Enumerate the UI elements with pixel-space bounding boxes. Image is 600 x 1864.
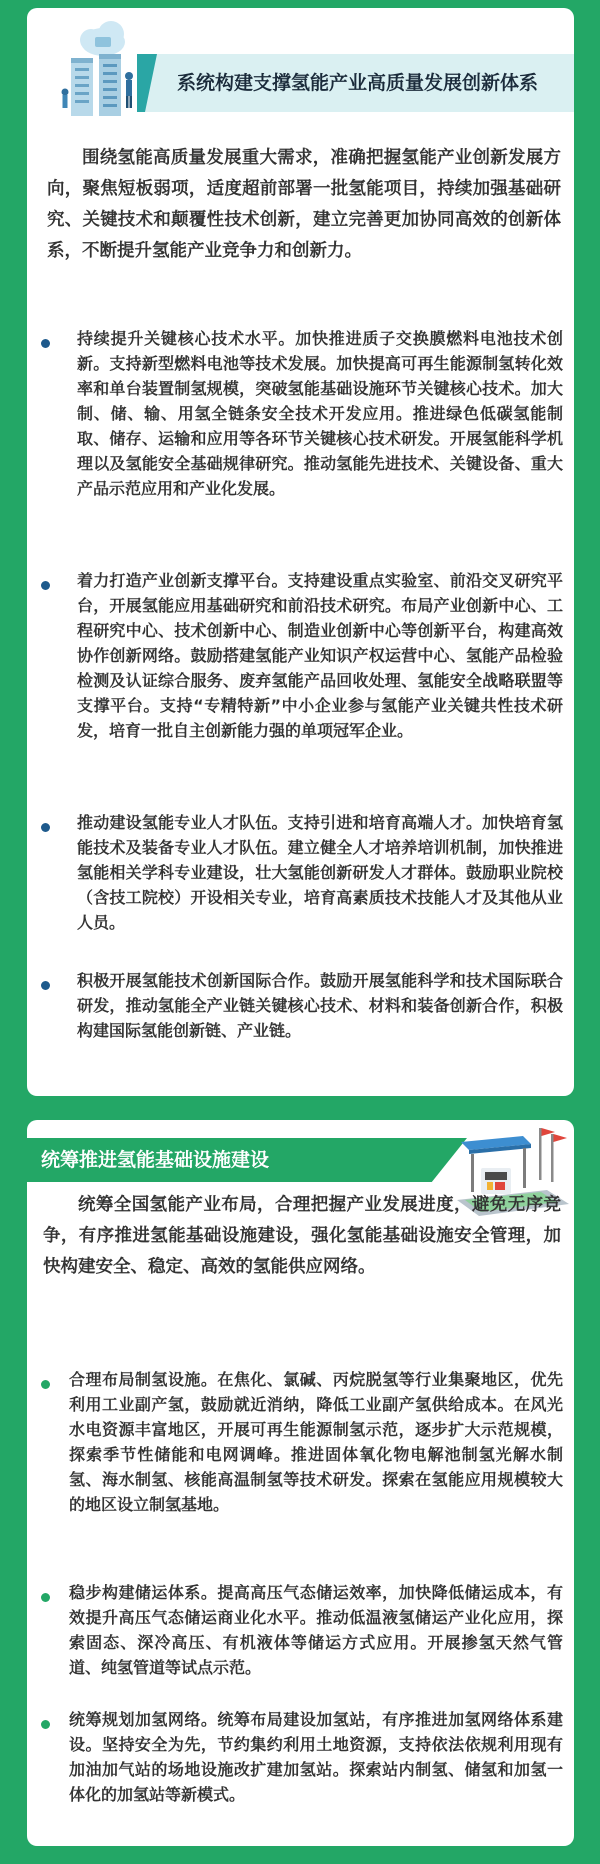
bullet-dot-icon <box>41 1720 50 1729</box>
section1-item-3: 推动建设氢能专业人才队伍。支持引进和培育高端人才。加快培育氢能技术及装备专业人才队伍。建立健全人才培养培训机制，加快推进氢能相关学科专业建设，壮大氢能创新研发人才群体。鼓励职业院校（含技工院校）开设相关专业，培育高素质技术技能人才及其他从业人员。 <box>77 813 563 932</box>
innovation-system-card <box>27 8 574 1096</box>
cloud-server-illustration-icon <box>55 14 155 124</box>
bullet-dot-icon <box>41 1593 50 1602</box>
bullet-dot-icon <box>41 823 50 832</box>
infrastructure-card <box>27 1120 574 1846</box>
section2-item-1: 合理布局制氢设施。在焦化、氯碱、丙烷脱氢等行业集聚地区，优先利用工业副产氢，鼓励就近消纳，降低工业副产氢供给成本。在风光水电资源丰富地区，开展可再生能源制氢示范，逐步扩大示范规模，探索季节性储能和电网调峰。推进固体氧化物电解池制氢光解水制氢、海水制氢、核能高温制氢等技术研发。探索在氢能应用规模较大的地区设立制氢基地。 <box>69 1370 563 1514</box>
bullet-dot-icon <box>41 581 50 590</box>
bullet-dot-icon <box>41 1380 50 1389</box>
section2-item-3: 统筹规划加氢网络。统筹布局建设加氢站，有序推进加氢网络体系建设。坚持安全为先，节约集约利用土地资源，支持依法依规利用现有加油加气站的场地设施改扩建加氢站。探索站内制氢、储氢和加氢一体化的加氢站等新模式。 <box>69 1710 563 1804</box>
section1-item-2: 着力打造产业创新支撑平台。支持建设重点实验室、前沿交叉研究平台，开展氢能应用基础研究和前沿技术研究。布局产业创新中心、工程研究中心、技术创新中心、制造业创新中心等创新平台，构建高效协作创新网络。鼓励搭建氢能产业知识产权运营中心、氢能产品检验检测及认证综合服务、废弃氢能产品回收处理、氢能安全战略联盟等支撑平台。支持“专精特新”中小企业参与氢能产业关键共性技术研发，培育一批自主创新能力强的单项冠军企业。 <box>77 571 563 740</box>
section1-item-4: 积极开展氢能技术创新国际合作。鼓励开展氢能科学和技术国际联合研发，推动氢能全产业链关键核心技术、材料和装备创新合作，积极构建国际氢能创新链、产业链。 <box>77 971 563 1040</box>
bullet-dot-icon <box>41 981 50 990</box>
section1-intro: 围绕氢能高质量发展重大需求，准确把握氢能产业创新发展方向，聚焦短板弱项，适度超前部署一批氢能项目，持续加强基础研究、关键技术和颠覆性技术创新，建立完善更加协同高效的创新体系，不断提升氢能产业竞争力和创新力。 <box>47 148 561 261</box>
section1-item-1: 持续提升关键核心技术水平。加快推进质子交换膜燃料电池技术创新。支持新型燃料电池等技术发展。加快提高可再生能源制氢转化效率和单台装置制氢规模，突破氢能基础设施环节关键核心技术。加大制、储、输、用氢全链条安全技术开发应用。推进绿色低碳氢能制取、储存、运输和应用等各环节关键核心技术研发。开展氢能科学机理以及氢能安全基础规律研究。推动氢能先进技术、关键设备、重大产品示范应用和产业化发展。 <box>77 329 563 498</box>
section2-title: 统筹推进氢能基础设施建设 <box>41 1149 270 1171</box>
section2-item-2: 稳步构建储运体系。提高高压气态储运效率，加快降低储运成本，有效提升高压气态储运商业化水平。推动低温液氢储运产业化应用，探索固态、深冷高压、有机液体等储运方式应用。开展掺氢天然气管道、纯氢管道等试点示范。 <box>69 1583 563 1677</box>
bullet-dot-icon <box>41 339 50 348</box>
section1-title: 系统构建支撑氢能产业高质量发展创新体系 <box>177 72 539 94</box>
section2-intro: 统筹全国氢能产业布局，合理把握产业发展进度，避免无序竞争，有序推进氢能基础设施建设，强化氢能基础设施安全管理，加快构建安全、稳定、高效的氢能供应网络。 <box>43 1195 561 1277</box>
